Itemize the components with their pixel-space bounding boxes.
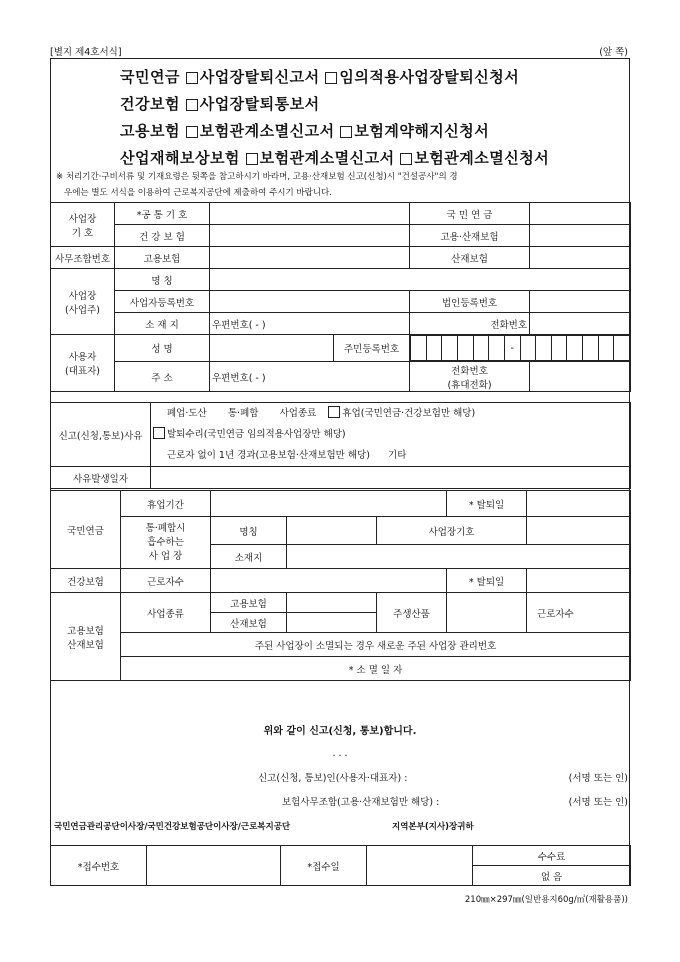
health-code-field[interactable] (210, 225, 410, 247)
biz-type-employ: 고용보험 (211, 593, 287, 613)
checkbox[interactable] (328, 406, 340, 418)
merge-code-field[interactable] (527, 517, 631, 545)
recipients: 국민연금관리공단이사장/국민건강보험공단이사장/근로복지공단 (54, 822, 291, 832)
checkbox[interactable] (186, 72, 198, 84)
business-name-label: 명 칭 (115, 269, 210, 291)
pension-code-label: 국 민 연 금 (410, 203, 530, 225)
pension-section-label: 국민연금 (51, 491, 121, 569)
health-section-label: 건강보험 (51, 569, 121, 593)
merge-name-label: 명칭 (211, 517, 287, 545)
business-label: 사업장 (사업주) (51, 269, 115, 335)
reporter-sign[interactable]: (서명 또는 인) (568, 773, 628, 784)
notice-line-1: ※ 처리기간·구비서류 및 기재요령은 뒷쪽을 참고하시기 바라며, 고용·산재보험 신고(신청)시 "건설공사"의 경 (56, 172, 458, 182)
reporter-label: 신고(신청, 통보)인(사용자·대표자) : (258, 773, 408, 784)
corp-reg-label: 법인등록번호 (410, 291, 530, 313)
employ-industrial-code-field[interactable] (530, 225, 631, 247)
biz-type-employ-field[interactable] (287, 593, 377, 613)
declaration-date: . . . (332, 748, 348, 759)
health-withdraw-label: * 탈퇴일 (447, 569, 527, 593)
product-label: 주생산품 (377, 593, 447, 633)
employer-label: 사용자 (대표자) (51, 335, 115, 392)
checkbox[interactable] (340, 126, 352, 138)
business-name-field[interactable] (210, 269, 631, 291)
pension-code-field[interactable] (530, 203, 631, 225)
product-field[interactable] (447, 593, 527, 633)
checkbox[interactable] (400, 153, 412, 165)
checkbox[interactable] (325, 72, 337, 84)
business-address-label: 소 재 지 (115, 313, 210, 335)
insurance-table (50, 490, 631, 681)
merge-address-label: 소재지 (211, 545, 287, 569)
employ-section-label: 고용보험 산재보험 (51, 593, 121, 681)
business-phone-label: 전화번호 (410, 313, 530, 335)
employer-postcode[interactable]: 우편번호( - ) (210, 362, 410, 392)
merge-label: 통·폐합시 흡수하는 사 업 장 (121, 517, 211, 569)
employer-name-field[interactable] (210, 335, 334, 362)
checkbox[interactable] (186, 99, 198, 111)
employer-name-label: 성 명 (115, 335, 210, 362)
employer-rrn-label: 주민등록번호 (334, 335, 410, 362)
workplace-table (50, 202, 631, 392)
receipt-date-label: *접수일 (281, 846, 367, 886)
common-code-field[interactable] (210, 203, 410, 225)
office-number-label: 사무조합번호 (51, 247, 115, 269)
health-withdraw-field[interactable] (527, 569, 631, 593)
office-sign[interactable]: (서명 또는 인) (568, 797, 628, 808)
office-label: 보험사무조합(고용·산재보험만 해당) : (282, 797, 440, 808)
extinction-date-label: * 소 멸 일 자 (121, 657, 631, 681)
form-number: [별지 제4호서식] (50, 47, 122, 58)
fee-value: 없 음 (473, 866, 631, 886)
reason-table (50, 402, 631, 489)
paper-spec: 210㎜×297㎜(일반용지60g/㎡(재활용품)) (464, 895, 628, 905)
biz-type-label: 사업종류 (121, 593, 211, 633)
reason-no-workers[interactable]: 근로자 없이 1년 경과(고용보험·산재보험만 해당) (167, 450, 370, 461)
workplace-code-label: 사업장 기 호 (51, 203, 115, 247)
reason-closure[interactable]: 폐업·도산 (167, 408, 207, 419)
merge-code-label: 사업장기호 (377, 517, 527, 545)
reason-other[interactable]: 기타 (388, 450, 407, 461)
title-line-1: 국민연금 사업장탈퇴신고서 임의적용사업장탈퇴신청서 (120, 68, 520, 86)
office-industrial-field[interactable] (530, 247, 631, 269)
main-mgmt-number-label: 주된 사업장이 소멸되는 경우 새로운 주된 사업장 관리번호 (121, 633, 631, 657)
health-code-label: 건 강 보 험 (115, 225, 210, 247)
employer-phone-label: 전화번호 (휴대전화) (410, 362, 530, 392)
branch-recipient: 지역본부(지사)장귀하 (392, 822, 474, 832)
declaration-statement: 위와 같이 신고(신청, 통보)합니다. (263, 726, 417, 737)
employer-rrn-field[interactable] (410, 335, 631, 362)
business-postcode[interactable]: 우편번호( - ) (210, 313, 410, 335)
employ-industrial-code-label: 고용·산재보험 (410, 225, 530, 247)
title-line-2: 건강보험 사업장탈퇴통보서 (120, 95, 320, 113)
business-reg-label: 사업자등록번호 (115, 291, 210, 313)
occurrence-date-label: 사유발생일자 (51, 467, 151, 489)
office-employ-field[interactable] (210, 247, 410, 269)
employer-phone-field[interactable] (530, 362, 631, 392)
reason-options (151, 403, 631, 467)
health-workers-label: 근로자수 (121, 569, 211, 593)
receipt-number-label: *접수번호 (51, 846, 147, 886)
closure-period-label: 휴업기간 (121, 491, 211, 517)
reason-withdraw-accept[interactable]: 탈퇴수리(국민연금 임의적용사업장만 해당) (167, 429, 346, 440)
page-side: (앞 쪽) (599, 47, 628, 58)
notice-line-2: 우에는 별도 서식을 이용하여 근로복지공단에 제출하여 주시기 바랍니다. (64, 188, 332, 198)
biz-type-industrial-field[interactable] (287, 613, 377, 633)
business-phone-field[interactable] (530, 313, 631, 335)
rrn-dash: - (504, 336, 520, 361)
corp-reg-field[interactable] (530, 291, 631, 313)
reason-end[interactable]: 사업종료 (279, 408, 317, 419)
business-reg-field[interactable] (210, 291, 410, 313)
employer-address-label: 주 소 (115, 362, 210, 392)
reason-merge[interactable]: 통·폐합 (227, 408, 259, 419)
health-workers-field[interactable] (211, 569, 447, 593)
title-line-3: 고용보험 보험관계소멸신고서 보험계약해지신청서 (120, 122, 490, 140)
reason-label: 신고(신청,통보)사유 (51, 403, 151, 467)
title-line-4: 산업재해보상보험 보험관계소멸신고서 보험관계소멸신청서 (120, 149, 550, 167)
office-employ-label: 고용보험 (115, 247, 210, 269)
checkbox[interactable] (186, 126, 198, 138)
pension-withdraw-field[interactable] (527, 491, 631, 517)
merge-address-field[interactable] (287, 545, 631, 569)
checkbox[interactable] (153, 427, 165, 439)
checkbox[interactable] (246, 153, 258, 165)
receipt-date-field[interactable] (367, 846, 473, 886)
occurrence-date-field[interactable] (151, 467, 631, 489)
biz-type-industrial: 산재보험 (211, 613, 287, 633)
fee-label: 수수료 (473, 846, 631, 866)
employ-workers-label: 근로자수 (527, 593, 631, 633)
pension-withdraw-label: * 탈퇴일 (447, 491, 527, 517)
merge-name-field[interactable] (287, 517, 377, 545)
receipt-number-field[interactable] (147, 846, 281, 886)
reason-suspension[interactable]: 휴업(국민연금·건강보험만 해당) (342, 408, 476, 419)
receipt-table (50, 845, 631, 886)
common-code-label: *공 통 기 호 (115, 203, 210, 225)
closure-period-field[interactable] (211, 491, 447, 517)
office-industrial-label: 산재보험 (410, 247, 530, 269)
